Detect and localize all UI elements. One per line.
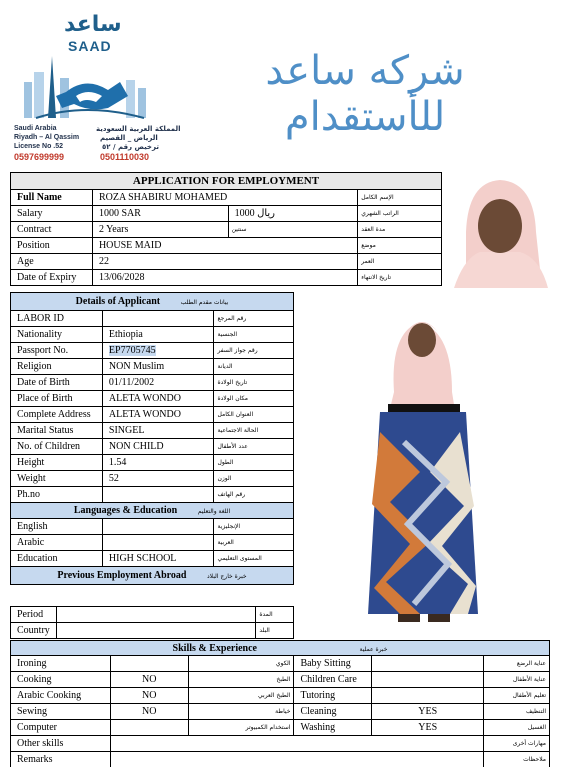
logo-arabic-name: ساعد [64, 12, 122, 37]
english-label: English [11, 519, 103, 535]
children-care-label: Children Care [294, 672, 372, 688]
salary-label: Salary [11, 206, 93, 222]
passport-number: EP7705745 [108, 345, 156, 356]
logo-city-ar: الرياض _ القصيم [100, 134, 158, 142]
applicant-headshot-photo [446, 172, 550, 288]
position-label: Position [11, 238, 93, 254]
height-value: 1.54 [102, 455, 214, 471]
arabic-cooking-label: Arabic Cooking [11, 688, 111, 704]
religion-value: NON Muslim [102, 359, 214, 375]
applicant-details-table [10, 292, 294, 585]
phone-label-ar: رقم الهاتف [214, 487, 294, 503]
previous-header-en: Previous Employment Abroad [57, 570, 187, 581]
washing-label: Washing [294, 720, 372, 736]
computer-label-ar: استخدام الكمبيوتر [188, 720, 294, 736]
position-label-ar: موضع [358, 238, 442, 254]
skills-header-ar: خبرة عملية [359, 645, 388, 653]
address-label-ar: العنوان الكامل [214, 407, 294, 423]
washing-value: YES [372, 720, 484, 736]
languages-header-ar: اللغة والتعليم [197, 508, 231, 515]
country-value [56, 623, 256, 639]
age-value: 22 [92, 254, 357, 270]
expiry-label-ar: تاريخ الانتهاء [358, 270, 442, 286]
top-info-table [10, 172, 442, 286]
sewing-label: Sewing [11, 704, 111, 720]
tutoring-value [372, 688, 484, 704]
logo-phone-right: 0501110030 [100, 152, 150, 162]
cooking-label-ar: الطبخ [188, 672, 294, 688]
education-value: HIGH SCHOOL [102, 551, 214, 567]
form-title: APPLICATION FOR EMPLOYMENT [11, 173, 442, 190]
arabic-label: Arabic [11, 535, 103, 551]
expiry-value: 13/06/2028 [92, 270, 357, 286]
weight-value: 52 [102, 471, 214, 487]
skills-table [10, 640, 550, 767]
washing-label-ar: الغسيل [484, 720, 550, 736]
ironing-label-ar: الكوي [188, 656, 294, 672]
ironing-label: Ironing [11, 656, 111, 672]
other-skills-value [110, 736, 483, 752]
passport-value [102, 343, 214, 359]
salary-label-ar: الراتب الشهري [358, 206, 442, 222]
weight-label-ar: الوزن [214, 471, 294, 487]
country-label: Country [11, 623, 57, 639]
cooking-label: Cooking [11, 672, 111, 688]
religion-label: Religion [11, 359, 103, 375]
cooking-value: NO [110, 672, 188, 688]
logo-license-en: License No .52 [14, 143, 64, 150]
english-value [102, 519, 214, 535]
computer-value [110, 720, 188, 736]
languages-header-en: Languages & Education [73, 505, 178, 516]
applicant-header-ar: بيانات مقدم الطلب [180, 299, 229, 306]
nationality-label: Nationality [11, 327, 103, 343]
previous-employment-header [11, 567, 294, 585]
tutoring-label-ar: تعليم الأطفال [484, 688, 550, 704]
handshake-logo-icon [16, 52, 156, 124]
previous-employment-table [10, 606, 294, 639]
skills-section-header [11, 641, 550, 656]
company-logo [10, 12, 181, 164]
english-label-ar: الإنجليزية [214, 519, 294, 535]
age-label: Age [11, 254, 93, 270]
contract-value-ar: سنتين [228, 222, 358, 238]
logo-city-en: Riyadh – Al Qassim [14, 134, 80, 141]
full-name-label-ar: الإسم الكامل [358, 190, 442, 206]
arabic-value [102, 535, 214, 551]
children-value: NON CHILD [102, 439, 214, 455]
weight-label: Weight [11, 471, 103, 487]
ironing-value [110, 656, 188, 672]
remarks-value [110, 752, 483, 767]
cleaning-value: YES [372, 704, 484, 720]
marital-label: Marital Status [11, 423, 103, 439]
children-label: No. of Children [11, 439, 103, 455]
education-label: Education [11, 551, 103, 567]
logo-phone-left: 0597699999 [14, 152, 65, 162]
passport-label: Passport No. [11, 343, 103, 359]
period-label-ar: المدة [256, 607, 294, 623]
applicant-section-header [11, 293, 294, 311]
phone-label: Ph.no [11, 487, 103, 503]
labor-id-value [102, 311, 214, 327]
height-label-ar: الطول [214, 455, 294, 471]
period-label: Period [11, 607, 57, 623]
salary-value-ar: 1000 ريال [228, 206, 358, 222]
religion-label-ar: الديانة [214, 359, 294, 375]
period-value [56, 607, 256, 623]
logo-license-ar: ترخيص رقم / ٥٢ [102, 143, 159, 151]
marital-value: SINGEL [102, 423, 214, 439]
labor-id-label-ar: رقم المرجع [214, 311, 294, 327]
skills-header-en: Skills & Experience [172, 642, 257, 654]
other-skills-label-ar: مهارات أخرى [484, 736, 550, 752]
age-label-ar: العمر [358, 254, 442, 270]
nationality-label-ar: الجنسية [214, 327, 294, 343]
logo-country-ar: المملكة العربية السعودية [96, 125, 181, 133]
arabic-label-ar: العربية [214, 535, 294, 551]
contract-label-ar: مدة العقد [358, 222, 442, 238]
nationality-value: Ethiopia [102, 327, 214, 343]
baby-sitting-label-ar: عناية الرضع [484, 656, 550, 672]
children-care-label-ar: عناية الأطفال [484, 672, 550, 688]
cleaning-label: Cleaning [294, 704, 372, 720]
remarks-label: Remarks [11, 752, 111, 767]
previous-header-ar: خبرة خارج البلاد [206, 573, 247, 580]
children-label-ar: عدد الأطفال [214, 439, 294, 455]
dob-label: Date of Birth [11, 375, 103, 391]
cleaning-label-ar: التنظيف [484, 704, 550, 720]
country-label-ar: البلد [256, 623, 294, 639]
full-name-value: ROZA SHABIRU MOHAMED [92, 190, 357, 206]
dob-value: 01/11/2002 [102, 375, 214, 391]
labor-id-label: LABOR ID [11, 311, 103, 327]
other-skills-label: Other skills [11, 736, 111, 752]
contract-label: Contract [11, 222, 93, 238]
phone-value [102, 487, 214, 503]
children-care-value [372, 672, 484, 688]
pob-label: Place of Birth [11, 391, 103, 407]
position-value: HOUSE MAID [92, 238, 357, 254]
expiry-label: Date of Expiry [11, 270, 93, 286]
baby-sitting-value [372, 656, 484, 672]
remarks-label-ar: ملاحظات [484, 752, 550, 767]
arabic-cooking-label-ar: الطبخ العربي [188, 688, 294, 704]
languages-section-header [11, 503, 294, 519]
dob-label-ar: تاريخ الولادة [214, 375, 294, 391]
company-title: شركه ساعد للأستقدام [265, 48, 465, 140]
computer-label: Computer [11, 720, 111, 736]
sewing-value: NO [110, 704, 188, 720]
passport-label-ar: رقم جواز السفر [214, 343, 294, 359]
sewing-label-ar: خياطة [188, 704, 294, 720]
arabic-cooking-value: NO [110, 688, 188, 704]
full-name-label: Full Name [11, 190, 93, 206]
logo-country-en: Saudi Arabia [14, 125, 57, 132]
salary-value: 1000 SAR [92, 206, 228, 222]
height-label: Height [11, 455, 103, 471]
applicant-header-en: Details of Applicant [75, 296, 161, 307]
applicant-fullbody-photo [360, 292, 486, 632]
address-value: ALETA WONDO [102, 407, 214, 423]
contract-value: 2 Years [92, 222, 228, 238]
tutoring-label: Tutoring [294, 688, 372, 704]
address-label: Complete Address [11, 407, 103, 423]
baby-sitting-label: Baby Sitting [294, 656, 372, 672]
logo-latin-name: SAAD [68, 38, 112, 54]
education-label-ar: المستوى التعليمي [214, 551, 294, 567]
pob-value: ALETA WONDO [102, 391, 214, 407]
pob-label-ar: مكان الولادة [214, 391, 294, 407]
marital-label-ar: الحالة الاجتماعية [214, 423, 294, 439]
